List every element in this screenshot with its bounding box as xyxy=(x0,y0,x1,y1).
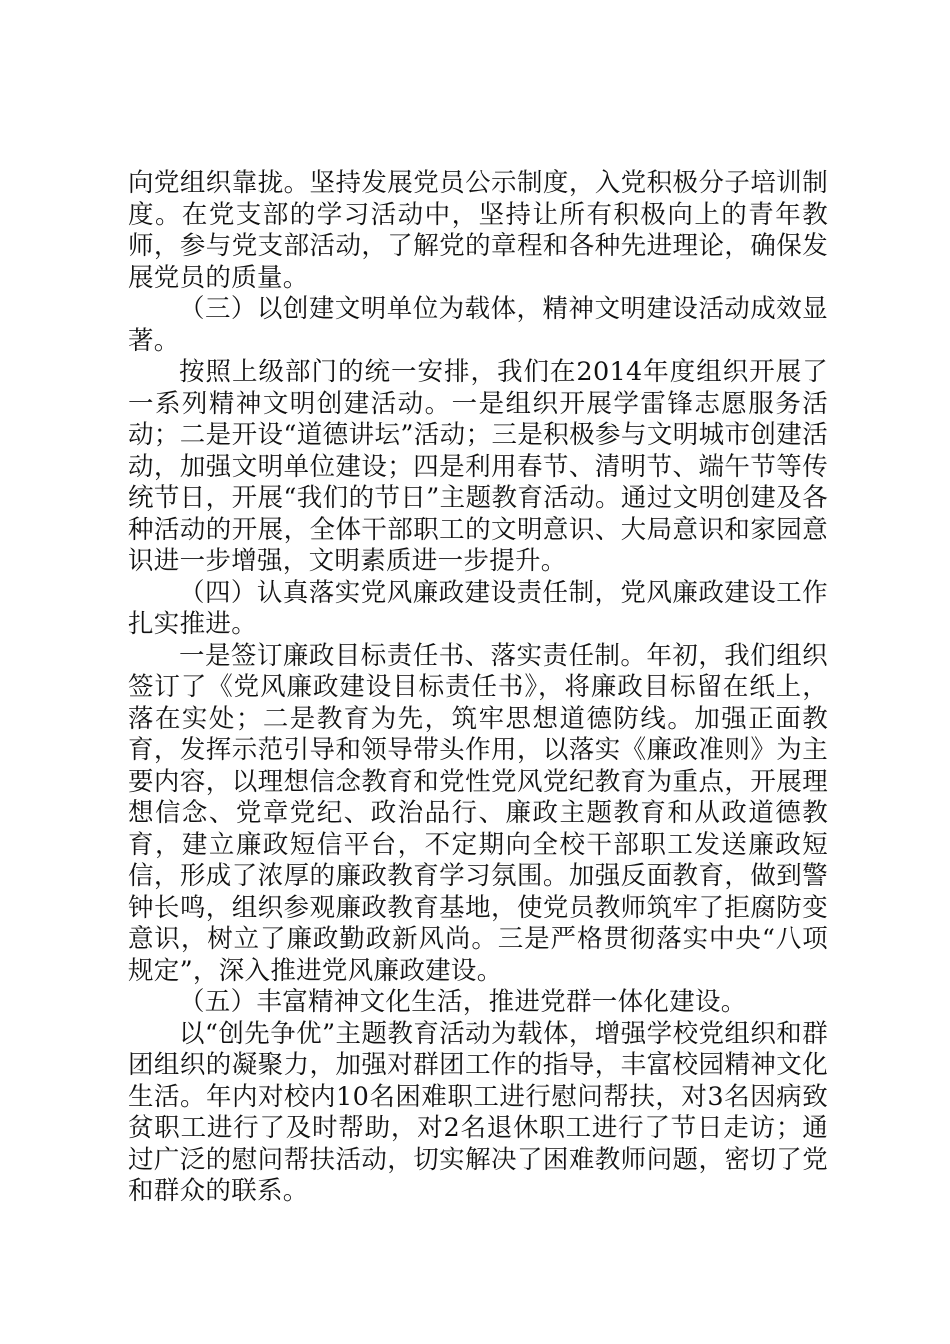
section-heading-five: （五）丰富精神文化生活，推进党群一体化建设。 xyxy=(179,987,747,1017)
section-heading-four: （四）认真落实党风廉政建设责任制，党风廉政建设工作扎实推进。 xyxy=(128,577,828,639)
paragraph-civilization-activities: 按照上级部门的统一安排，我们在2014年度组织开展了一系列精神文明创建活动。一是组织开展学雷锋志愿服务活动；二是开设“道德讲坛”活动；三是积极参与文明城市创建活动，加强文明单位建设；四是利用春节、清明节、端午节等传统节日，开展“我们的节日”主题教育活动。通过文明创建及各种活动的开展，全体干部职工的文明意识、大局意识和家园意识进一步增强，文明素质进一步提升。 xyxy=(128,357,828,576)
paragraph-party-development: 向党组织靠拢。坚持发展党员公示制度，入党积极分子培训制度。在党支部的学习活动中，坚持让所有积极向上的青年教师，参与党支部活动，了解党的章程和各种先进理论，确保发展党员的质量。 xyxy=(128,168,828,293)
section-heading-three: （三）以创建文明单位为载体，精神文明建设活动成效显著。 xyxy=(128,294,828,356)
paragraph-cultural-life: 以“创先争优”主题教育活动为载体，增强学校党组织和群团组织的凝聚力，加强对群团工作的指导，丰富校园精神文化生活。年内对校内10名困难职工进行慰问帮扶，对3名因病致贫职工进行了及时帮助，对2名退休职工进行了节日走访；通过广泛的慰问帮扶活动，切实解决了困难教师问题，密切了党和群众的联系。 xyxy=(128,1018,828,1206)
document-body xyxy=(128,168,828,1208)
paragraph-anti-corruption: 一是签订廉政目标责任书、落实责任制。年初，我们组织签订了《党风廉政建设目标责任书》，将廉政目标留在纸上，落在实处；二是教育为先，筑牢思想道德防线。加强正面教育，发挥示范引导和领导带头作用，以落实《廉政准则》为主要内容，以理想信念教育和党性党风党纪教育为重点，开展理想信念、党章党纪、政治品行、廉政主题教育和从政道德教育，建立廉政短信平台，不定期向全校干部职工发送廉政短信，形成了浓厚的廉政教育学习氛围。加强反面教育，做到警钟长鸣，组织参观廉政教育基地，使党员教师筑牢了拒腐防变意识，树立了廉政勤政新风尚。三是严格贯彻落实中央“八项规定”，深入推进党风廉政建设。 xyxy=(128,640,828,986)
